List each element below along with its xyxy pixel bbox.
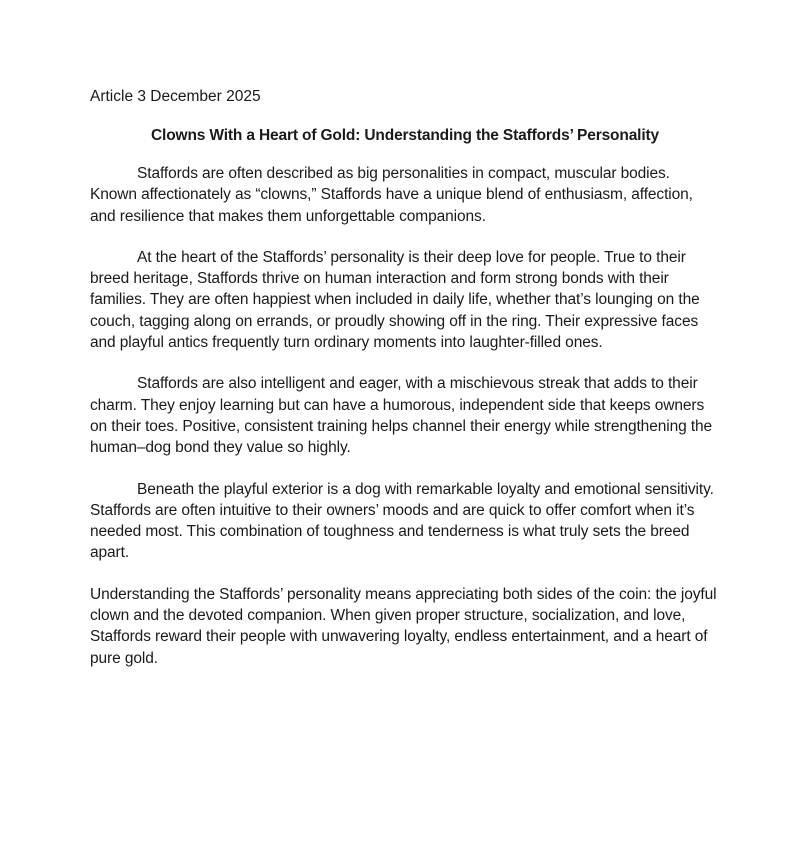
article-title: Clowns With a Heart of Gold: Understanding the Staffords’ Personality [151,127,659,144]
paragraph-loyalty: Beneath the playful exterior is a dog with remarkable loyalty and emotional sensitivity. Staffords are often intuitive to their owners’ moods and are quick to offer comfort when it’s needed most. This combination of toughness and tenderness is what truly sets the breed apart. [90,480,714,562]
paragraph-love-for-people: At the heart of the Staffords’ personality is their deep love for people. True to their breed heritage, Staffords thrive on human interaction and form strong bonds with their families. They are often happiest when included in daily life, whether that’s lounging on the couch, tagging along on errands, or proudly showing off in the ring. Their expressive faces and playful antics frequently turn ordinary moments into laughter-filled ones. [90,248,700,352]
paragraph-conclusion: Understanding the Staffords’ personality means appreciating both sides of the coin: the joyful clown and the devoted companion. When given proper structure, socialization, and love, Staffords reward their people with unwavering loyalty, endless entertainment, and a heart of pure gold. [90,585,717,667]
document-page [90,86,720,689]
article-date-header: Article 3 December 2025 [90,88,261,105]
paragraph-intro: Staffords are often described as big personalities in compact, muscular bodies. Known affectionately as “clowns,” Staffords have a unique blend of enthusiasm, affection, and resilience that makes them unforgettable companions. [90,165,693,225]
paragraph-intelligence: Staffords are also intelligent and eager, with a mischievous streak that adds to their charm. They enjoy learning but can have a humorous, independent side that keeps owners on their toes. Positive, consistent training helps channel their energy while strengthening the human–dog bond they value so highly. [90,375,713,457]
